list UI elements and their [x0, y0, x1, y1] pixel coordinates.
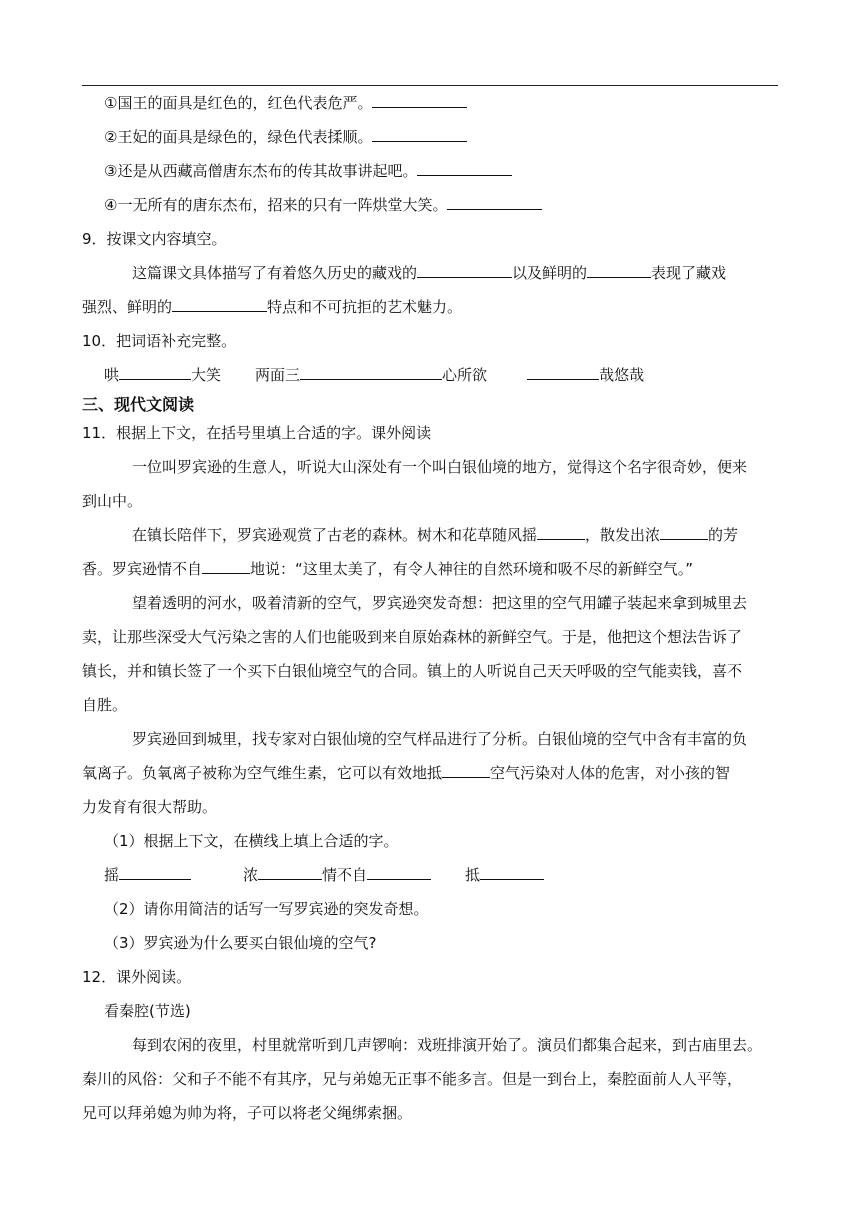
passage-line: 自胜。	[82, 696, 128, 714]
passage-line: 氧离子。负氧离子被称为空气维生素，它可以有效地抵 空气污染对人体的危害，对小孩的智	[82, 764, 731, 782]
passage-line: 每到农闲的夜里，村里就常听到几声锣响：戏班排演开始了。演员们都集合起来，到古庙里去。	[132, 1036, 763, 1054]
answer-blank[interactable]	[172, 296, 267, 312]
answer-blank[interactable]	[527, 364, 599, 380]
answer-blank[interactable]	[202, 558, 250, 574]
answer-blank[interactable]	[537, 524, 585, 540]
answer-blank[interactable]	[119, 864, 191, 880]
q11-title: 11．根据上下文，在括号里填上合适的字。课外阅读	[82, 424, 432, 442]
answer-blank[interactable]	[372, 92, 467, 108]
q9-line-2: 强烈、鲜明的 特点和不可抗拒的艺术魅力。	[82, 298, 463, 316]
passage-line: 兄可以拜弟媳为帅为将，子可以将老父绳绑索捆。	[82, 1104, 413, 1122]
answer-blank[interactable]	[480, 864, 544, 880]
q8-item-3: ③还是从西藏高僧唐东杰布的传其故事讲起吧。	[104, 160, 512, 182]
section-heading: 三、现代文阅读	[82, 395, 195, 414]
passage-line: 在镇长陪伴下，罗宾逊观赏了古老的森林。树木和花草随风摇 ，散发出浓 的芳	[132, 526, 739, 544]
answer-blank[interactable]	[417, 262, 512, 278]
answer-blank[interactable]	[367, 864, 431, 880]
q8-item-4: ④一无所有的唐东杰布，招来的只有一阵烘堂大笑。	[104, 194, 542, 216]
q12-title: 12．课外阅读。	[82, 968, 192, 986]
passage-line: 一位叫罗宾逊的生意人，听说大山深处有一个叫白银仙境的地方，觉得这个名字很奇妙，便来	[132, 458, 748, 476]
q9-title: 9．按课文内容填空。	[82, 230, 227, 248]
passage-line: 卖，让那些深受大气污染之害的人们也能吸到来自原始森林的新鲜空气。于是，他把这个想法告诉了	[82, 628, 743, 646]
answer-blank[interactable]	[258, 864, 322, 880]
answer-blank[interactable]	[660, 524, 708, 540]
passage-line: 到山中。	[82, 492, 143, 510]
passage-line: 镇长，并和镇长签了一个买下白银仙境空气的合同。镇上的人听说自己天天呼吸的空气能卖钱，喜不	[82, 662, 743, 680]
q10-words: 哄 大笑 两面三 心所欲 哉悠哉	[104, 366, 645, 384]
q11-sub-2: （2）请你用简洁的话写一写罗宾逊的突发奇想。	[104, 900, 429, 918]
q11-fill-row: 摇 浓 情不自 抵	[104, 864, 544, 886]
answer-blank[interactable]	[447, 194, 542, 210]
answer-blank[interactable]	[119, 364, 191, 380]
answer-blank[interactable]	[587, 262, 651, 278]
answer-blank[interactable]	[300, 364, 442, 380]
q8-item-1: ①国王的面具是红色的，红色代表危严。	[104, 92, 467, 114]
answer-blank[interactable]	[442, 762, 490, 778]
top-rule	[82, 85, 778, 86]
answer-blank[interactable]	[372, 126, 467, 142]
q8-item-2: ②王妃的面具是绿色的，绿色代表揉顺。	[104, 126, 467, 148]
answer-blank[interactable]	[417, 160, 512, 176]
q11-sub-3: （3）罗宾逊为什么要买白银仙境的空气?	[104, 934, 377, 952]
passage-line: 罗宾逊回到城里，找专家对白银仙境的空气样品进行了分析。白银仙境的空气中含有丰富的负	[132, 730, 748, 748]
passage-line: 秦川的风俗：父和子不能不有其序，兄与弟媳无正事不能多言。但是一到台上，秦腔面前人人平等，	[82, 1070, 743, 1088]
q10-title: 10．把词语补充完整。	[82, 332, 237, 350]
passage-line: 力发育有很大帮助。	[82, 798, 218, 816]
passage-line: 香。罗宾逊情不自 地说：“这里太美了，有令人神往的自然环境和吸不尽的新鲜空气。”	[82, 560, 694, 578]
passage-line: 望着透明的河水，吸着清新的空气，罗宾逊突发奇想：把这里的空气用罐子装起来拿到城里去	[132, 594, 748, 612]
q9-line-1: 这篇课文具体描写了有着悠久历史的藏戏的 以及鲜明的 表现了藏戏	[132, 264, 727, 282]
q12-subtitle: 看秦腔(节选)	[104, 1002, 191, 1020]
q11-sub-1: （1）根据上下文，在横线上填上合适的字。	[104, 832, 399, 850]
